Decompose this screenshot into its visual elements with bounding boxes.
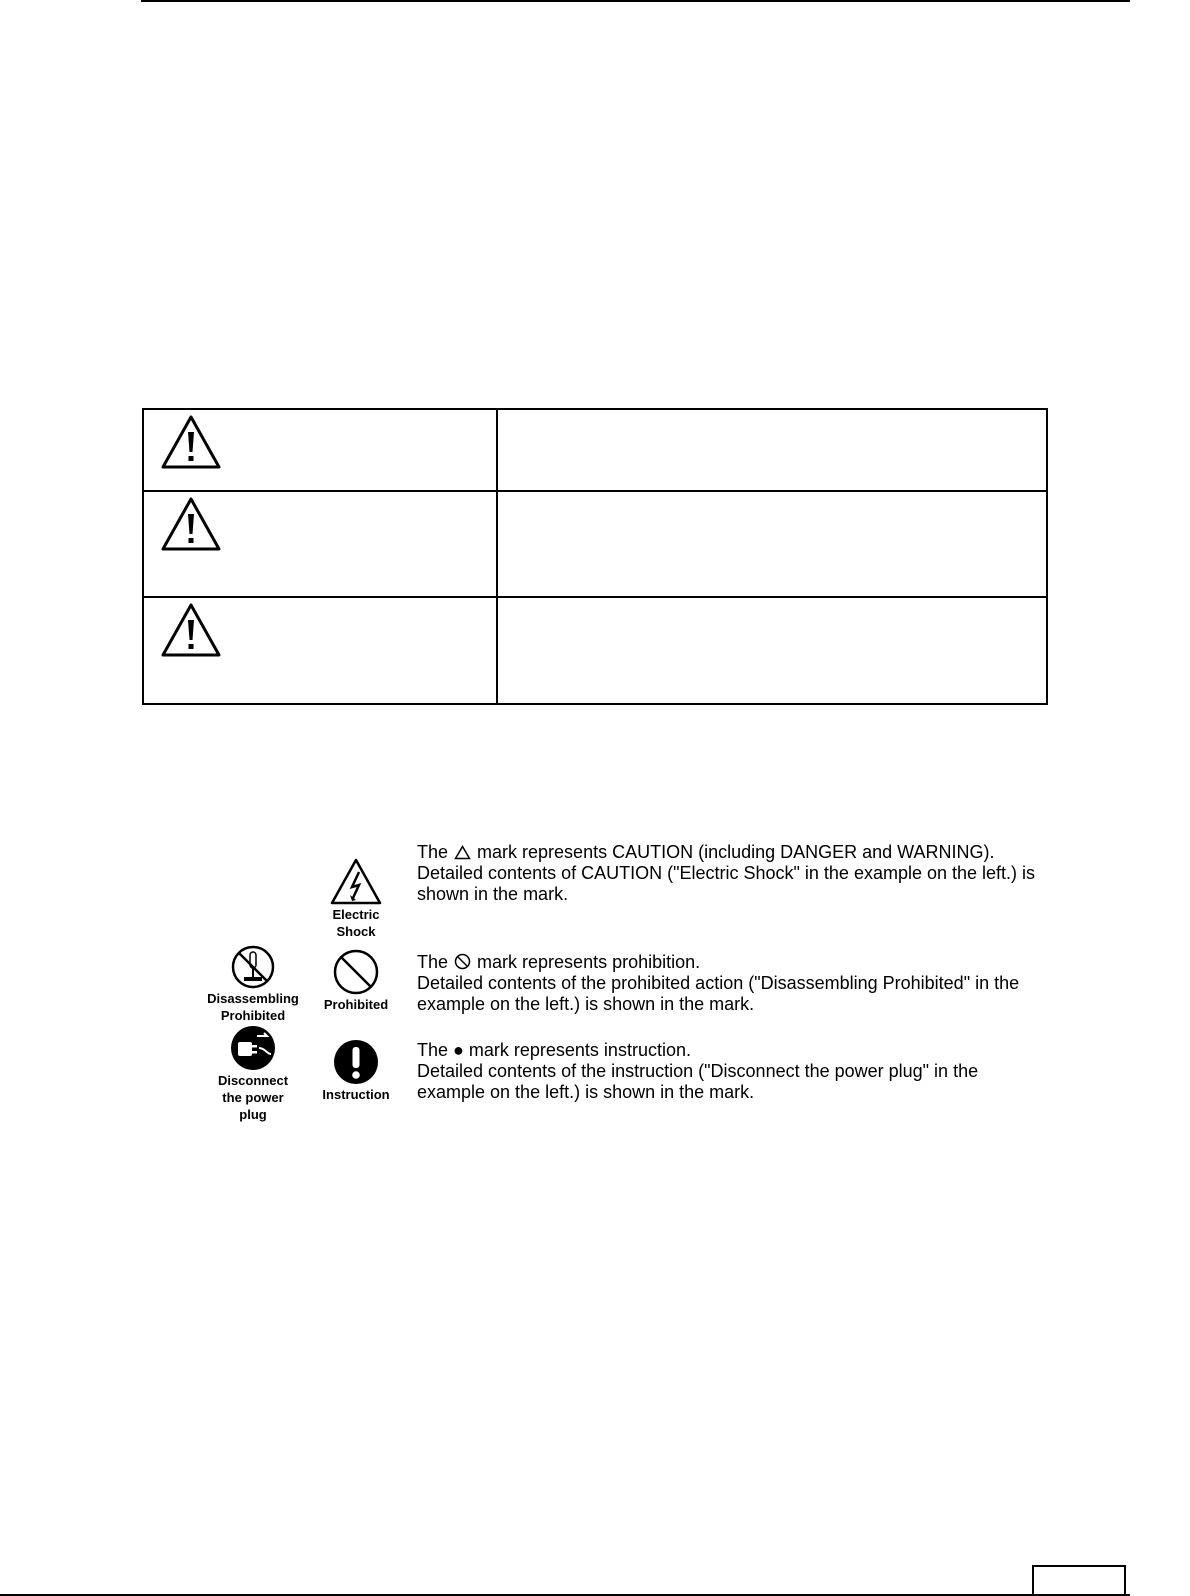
table-row <box>143 409 1047 491</box>
symbol-cell <box>143 491 497 597</box>
table-row <box>143 597 1047 704</box>
instruction-icon <box>332 1038 380 1086</box>
instruction-label: Instruction <box>322 1087 390 1102</box>
hazard-levels-table <box>142 408 1048 705</box>
caution-description: The mark represents CAUTION (including DANGER and WARNING). Detailed contents of CAUTION ("Electric Shock" in the example on the left.) is shown in the mark. <box>417 842 1036 904</box>
no-disassembly-icon <box>230 944 276 990</box>
electric-shock-label: Electric Shock <box>332 907 380 939</box>
disconnect-plug-example <box>195 1024 311 1123</box>
triangle-mark-icon <box>454 845 471 860</box>
warning-triangle-icon <box>160 496 222 552</box>
disconnect-plug-icon <box>229 1024 277 1072</box>
prohibition-mark-icon <box>454 953 471 970</box>
disassembling-prohibited-example <box>195 944 311 1024</box>
description-cell <box>497 597 1047 704</box>
table-row <box>143 491 1047 597</box>
electric-shock-example <box>321 858 391 940</box>
description-cell <box>497 409 1047 491</box>
prohibition-description: The mark represents prohibition. Detailed contents of the prohibited action ("Disassembling Prohibited" in the example on the left.) is shown in the mark. <box>417 952 1020 1014</box>
warning-triangle-icon <box>160 414 222 470</box>
prohibited-label: Prohibited <box>323 997 389 1012</box>
symbol-legend <box>195 842 1036 1138</box>
disassembling-prohibited-label: Disassembling Prohibited <box>207 991 299 1023</box>
header-rule <box>141 0 1130 2</box>
instruction-example <box>319 1038 393 1103</box>
page-number-box <box>1032 1565 1126 1595</box>
symbol-cell <box>143 597 497 704</box>
warning-triangle-icon <box>160 602 222 658</box>
description-cell <box>497 491 1047 597</box>
prohibited-example <box>319 948 393 1013</box>
prohibited-icon <box>332 948 380 996</box>
instruction-description: The ● mark represents instruction. Detailed contents of the instruction ("Disconnect the power plug" in the example on the left.) is shown in the mark. <box>417 1040 979 1102</box>
symbol-cell <box>143 409 497 491</box>
disconnect-plug-label: Disconnect the power plug <box>217 1073 289 1122</box>
electric-shock-icon <box>330 858 382 906</box>
